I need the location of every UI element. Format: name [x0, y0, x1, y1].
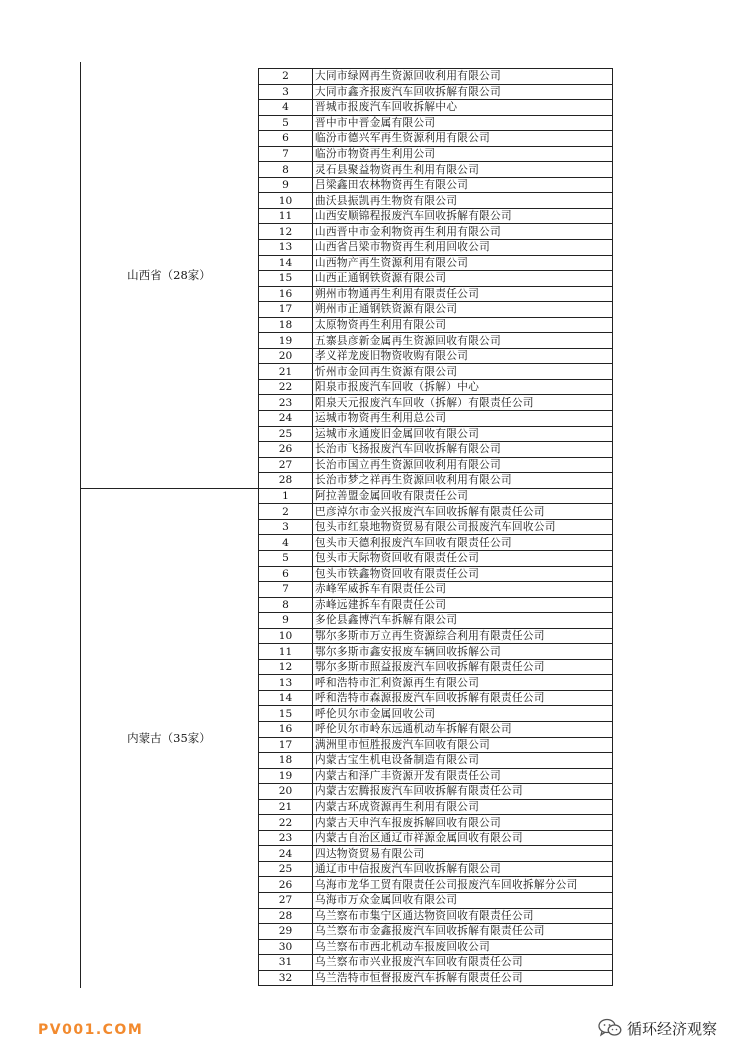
company-name: 鄂尔多斯市照益报废汽车回收拆解有限责任公司 [313, 659, 613, 675]
company-name: 呼和浩特市森源报废汽车回收拆解有限责任公司 [313, 690, 613, 706]
table-row [259, 970, 613, 986]
company-name: 山西安顺锦程报废汽车回收拆解有限公司 [313, 208, 613, 224]
company-name: 乌海市万众金属回收有限公司 [313, 892, 613, 908]
row-number: 26 [259, 442, 313, 458]
company-name: 太原物资再生利用有限公司 [313, 317, 613, 333]
province-label: 内蒙古（35家） [127, 730, 211, 745]
row-number: 15 [259, 271, 313, 287]
company-name: 内蒙古环成资源再生利用有限公司 [313, 799, 613, 815]
table-row [259, 302, 613, 318]
row-number: 32 [259, 970, 313, 986]
company-name: 鄂尔多斯市万立再生资源综合利用有限责任公司 [313, 628, 613, 644]
row-number: 10 [259, 193, 313, 209]
row-number: 22 [259, 815, 313, 831]
company-name: 吕梁鑫田农林物资再生有限公司 [313, 177, 613, 193]
table-row [259, 457, 613, 473]
company-name: 乌兰浩特市恒督报废汽车拆解有限责任公司 [313, 970, 613, 986]
table-row [259, 473, 613, 489]
company-name: 山西晋中市金利物资再生利用有限公司 [313, 224, 613, 240]
row-number: 16 [259, 286, 313, 302]
table-row [259, 162, 613, 178]
row-number: 21 [259, 364, 313, 380]
table-row [259, 131, 613, 147]
company-name: 内蒙古宏腾报废汽车回收拆解有限责任公司 [313, 784, 613, 800]
company-name: 包头市天德利报废汽车回收有限责任公司 [313, 535, 613, 551]
row-number: 5 [259, 115, 313, 131]
table-row [259, 830, 613, 846]
row-number: 18 [259, 317, 313, 333]
row-number: 25 [259, 426, 313, 442]
row-number: 7 [259, 146, 313, 162]
company-name: 鄂尔多斯市鑫安报废车辆回收拆解公司 [313, 644, 613, 660]
company-name: 运城市物资再生利用总公司 [313, 411, 613, 427]
table-row [259, 411, 613, 427]
row-number: 27 [259, 892, 313, 908]
row-number: 5 [259, 550, 313, 566]
row-number: 9 [259, 177, 313, 193]
table-row [259, 690, 613, 706]
table-row [259, 877, 613, 893]
row-number: 14 [259, 255, 313, 271]
table-row [259, 69, 613, 85]
row-number: 14 [259, 690, 313, 706]
company-name: 四达物资贸易有限公司 [313, 846, 613, 862]
company-name: 灵石县聚益物资再生利用有限公司 [313, 162, 613, 178]
company-name: 乌兰察布市金鑫报废汽车回收拆解有限责任公司 [313, 924, 613, 940]
row-number: 19 [259, 333, 313, 349]
table-row [259, 426, 613, 442]
row-number: 7 [259, 582, 313, 598]
row-number: 6 [259, 131, 313, 147]
table-row [259, 379, 613, 395]
province-label: 山西省（28家） [127, 267, 211, 282]
table-row [259, 395, 613, 411]
table-row [259, 177, 613, 193]
company-name: 大同市绿网再生资源回收利用有限公司 [313, 69, 613, 85]
table-row [259, 348, 613, 364]
table-row [259, 566, 613, 582]
table-row [259, 675, 613, 691]
table-row [259, 240, 613, 256]
row-number: 28 [259, 908, 313, 924]
company-name: 巴彦淖尔市金兴报废汽车回收拆解有限责任公司 [313, 504, 613, 520]
company-name: 运城市永通废旧金属回收有限公司 [313, 426, 613, 442]
company-list-body [259, 69, 613, 986]
company-name: 晋中市中晋金属有限公司 [313, 115, 613, 131]
table-row [259, 892, 613, 908]
table-row [259, 255, 613, 271]
row-number: 23 [259, 395, 313, 411]
company-name: 长治市梦之祥再生资源回收利用有限公司 [313, 473, 613, 489]
company-list-table [258, 68, 613, 986]
row-number: 17 [259, 737, 313, 753]
company-name: 孝义祥龙废旧物资收购有限公司 [313, 348, 613, 364]
company-name: 包头市红泉地物资贸易有限公司报废汽车回收公司 [313, 519, 613, 535]
company-name: 内蒙古和泽广丰资源开发有限责任公司 [313, 768, 613, 784]
row-number: 16 [259, 721, 313, 737]
row-number: 20 [259, 784, 313, 800]
company-name: 通辽市中信报废汽车回收拆解有限公司 [313, 861, 613, 877]
row-number: 25 [259, 861, 313, 877]
table-row [259, 644, 613, 660]
company-name: 阳泉天元报废汽车回收（拆解）有限责任公司 [313, 395, 613, 411]
row-number: 12 [259, 224, 313, 240]
row-number: 23 [259, 830, 313, 846]
row-number: 3 [259, 519, 313, 535]
row-number: 2 [259, 504, 313, 520]
table-row [259, 100, 613, 116]
company-name: 晋城市报废汽车回收拆解中心 [313, 100, 613, 116]
row-number: 24 [259, 846, 313, 862]
company-name: 呼和浩特市汇利资源再生有限公司 [313, 675, 613, 691]
company-name: 内蒙古天申汽车报废拆解回收有限公司 [313, 815, 613, 831]
company-name: 长治市国立再生资源回收利用有限公司 [313, 457, 613, 473]
row-number: 4 [259, 535, 313, 551]
table-row [259, 815, 613, 831]
row-number: 6 [259, 566, 313, 582]
table-row [259, 286, 613, 302]
table-row [259, 504, 613, 520]
company-name: 呼伦贝尔市岭东远通机动车拆解有限公司 [313, 721, 613, 737]
table-row [259, 659, 613, 675]
row-number: 13 [259, 240, 313, 256]
table-row [259, 193, 613, 209]
company-name: 多伦县鑫博汽车拆解有限公司 [313, 613, 613, 629]
wechat-icon [598, 1018, 622, 1038]
table-row [259, 488, 613, 504]
company-name: 临汾市物资再生利用公司 [313, 146, 613, 162]
company-name: 阳泉市报废汽车回收（拆解）中心 [313, 379, 613, 395]
company-name: 乌兰察布市西北机动车报废回收公司 [313, 939, 613, 955]
company-name: 包头市铁鑫物资回收有限责任公司 [313, 566, 613, 582]
row-number: 8 [259, 597, 313, 613]
table-row [259, 721, 613, 737]
table-row [259, 784, 613, 800]
table-row [259, 737, 613, 753]
table-row [259, 706, 613, 722]
company-name: 山西物产再生资源利用有限公司 [313, 255, 613, 271]
table-row [259, 271, 613, 287]
table-row [259, 550, 613, 566]
company-name: 赤峰远建拆车有限责任公司 [313, 597, 613, 613]
company-name: 大同市鑫齐报废汽车回收拆解有限公司 [313, 84, 613, 100]
table-row [259, 753, 613, 769]
table-row [259, 613, 613, 629]
company-name: 乌海市龙华工贸有限责任公司报废汽车回收拆解分公司 [313, 877, 613, 893]
company-name: 乌兰察布市集宁区通达物资回收有限责任公司 [313, 908, 613, 924]
company-name: 满洲里市恒胜报废汽车回收有限公司 [313, 737, 613, 753]
company-name: 内蒙古自治区通辽市祥源金属回收有限公司 [313, 830, 613, 846]
company-name: 山西省吕梁市物资再生利用回收公司 [313, 240, 613, 256]
company-name: 赤峰军威拆车有限责任公司 [313, 582, 613, 598]
row-number: 15 [259, 706, 313, 722]
table-row [259, 535, 613, 551]
company-name: 五寨县彦新金属再生资源回收有限公司 [313, 333, 613, 349]
company-name: 阿拉善盟金属回收有限责任公司 [313, 488, 613, 504]
table-row [259, 519, 613, 535]
wechat-account-name: 循环经济观察 [627, 1019, 718, 1038]
table-row [259, 924, 613, 940]
table-row [259, 908, 613, 924]
table-row [259, 597, 613, 613]
table-row [259, 224, 613, 240]
row-number: 13 [259, 675, 313, 691]
row-number: 4 [259, 100, 313, 116]
company-name: 忻州市金回再生资源有限公司 [313, 364, 613, 380]
row-number: 28 [259, 473, 313, 489]
row-number: 30 [259, 939, 313, 955]
row-number: 12 [259, 659, 313, 675]
row-number: 27 [259, 457, 313, 473]
row-number: 31 [259, 955, 313, 971]
row-number: 19 [259, 768, 313, 784]
table-row [259, 768, 613, 784]
table-row [259, 115, 613, 131]
table-row [259, 955, 613, 971]
table-row [259, 799, 613, 815]
table-row [259, 939, 613, 955]
row-number: 9 [259, 613, 313, 629]
company-name: 山西正通钢铁资源有限公司 [313, 271, 613, 287]
table-row [259, 582, 613, 598]
table-row [259, 861, 613, 877]
company-name: 曲沃县振凯再生物资有限公司 [313, 193, 613, 209]
table-row [259, 333, 613, 349]
row-number: 24 [259, 411, 313, 427]
table-row [259, 84, 613, 100]
row-number: 21 [259, 799, 313, 815]
table-row [259, 208, 613, 224]
row-number: 17 [259, 302, 313, 318]
table-row [259, 317, 613, 333]
row-number: 1 [259, 488, 313, 504]
row-number: 22 [259, 379, 313, 395]
row-number: 3 [259, 84, 313, 100]
row-number: 20 [259, 348, 313, 364]
table-row [259, 846, 613, 862]
wechat-account-badge [598, 1016, 717, 1040]
row-number: 26 [259, 877, 313, 893]
row-number: 10 [259, 628, 313, 644]
row-number: 2 [259, 69, 313, 85]
company-name: 乌兰察布市兴业报废汽车回收有限责任公司 [313, 955, 613, 971]
company-name: 朔州市正通钢铁资源有限公司 [313, 302, 613, 318]
row-number: 11 [259, 644, 313, 660]
company-name: 长治市飞扬报废汽车回收拆解有限公司 [313, 442, 613, 458]
company-name: 朔州市物通再生利用有限责任公司 [313, 286, 613, 302]
table-row [259, 442, 613, 458]
row-number: 8 [259, 162, 313, 178]
table-row [259, 146, 613, 162]
province-column-border [80, 62, 81, 988]
company-name: 内蒙古宝生机电设备制造有限公司 [313, 753, 613, 769]
table-row [259, 364, 613, 380]
company-name: 包头市天际物资回收有限责任公司 [313, 550, 613, 566]
row-number: 11 [259, 208, 313, 224]
site-watermark: PV001.COM [38, 1022, 144, 1038]
table-row [259, 628, 613, 644]
row-number: 18 [259, 753, 313, 769]
province-separator [80, 488, 258, 489]
company-name: 临汾市德兴军再生资源利用有限公司 [313, 131, 613, 147]
company-name: 呼伦贝尔市金属回收公司 [313, 706, 613, 722]
row-number: 29 [259, 924, 313, 940]
